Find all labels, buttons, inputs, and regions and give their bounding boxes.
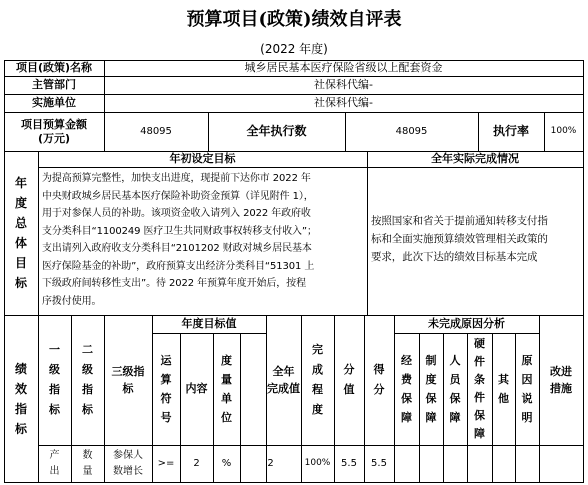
row-unit: % (221, 457, 232, 469)
row-operator: >= (157, 457, 175, 469)
col-score-header: 得 分 (373, 363, 385, 396)
row-full-value: 2 (267, 457, 274, 469)
indicators-side-label: 绩 效 指 标 (14, 361, 27, 436)
col-reason-desc-header: 原 因 说 明 (521, 354, 533, 424)
col-content-header: 内容 (185, 382, 208, 396)
col-completion-header: 完 成 程 度 (312, 343, 323, 416)
col-operator-header: 运 算 符 号 (160, 354, 172, 424)
impl-value: 社保科代编- (314, 96, 373, 110)
annual-target-header: 年度目标值 (181, 317, 237, 331)
rate-label: 执行率 (492, 124, 529, 139)
initial-goal-text: 为提高预算完整性，加快支出进度，现提前下达你市 2022 年 中央财政城乡居民基本医疗保险补助资金预算（详见附件 1）， 用于对参保人员的补助。该项资金收入请列入 2022 年政府收 支分类科目“1100249 医疗卫生共同财政事权转移支付收入”； 支出请列入政府收支分类科目“2101202 财政对城乡居民基本 医疗保险基金的补助”，政府预算支出经济分类科目“51301 上 下级政府间转移性支出”。待 2022 年预算年度开始后，按程 序拨付使用。 (42, 173, 317, 307)
exec-label: 全年执行数 (246, 124, 307, 139)
initial-goal-header: 年初设定目标 (169, 152, 236, 166)
col-funding-header: 经 费 保 障 (401, 354, 412, 424)
fiscal-year: (2022 年度) (260, 41, 328, 56)
budget-value: 48095 (140, 125, 172, 137)
row-score-value: 5.5 (341, 457, 357, 469)
dept-label: 主管部门 (32, 78, 76, 92)
row-level3: 参保人 数增长 (113, 449, 143, 477)
col-level1-header: 一 级 指 标 (49, 343, 60, 416)
impl-label: 实施单位 (32, 96, 76, 110)
col-level3-header: 三级指 标 (111, 365, 145, 395)
row-level1: 产 出 (49, 449, 60, 477)
row-level2: 数 量 (82, 449, 93, 477)
col-staff-header: 人 员 保 障 (449, 354, 461, 424)
row-score: 5.5 (371, 457, 387, 469)
goals-side-label: 年 度 总 体 目 标 (14, 176, 27, 290)
col-system-header: 制 度 保 障 (425, 354, 437, 424)
budget-label-line2: (万元) (37, 131, 71, 145)
rate-value: 100% (550, 126, 577, 137)
row-content: 2 (193, 457, 200, 469)
exec-value: 48095 (395, 125, 428, 137)
reasons-header: 未完成原因分析 (428, 317, 505, 331)
col-hardware-header: 硬 件 条 件 保 障 (474, 337, 485, 440)
col-level2-header: 二 级 指 标 (82, 343, 93, 416)
actual-result-header: 全年实际完成情况 (431, 152, 519, 166)
budget-label (4, 112, 104, 151)
col-other-header: 其 他 (498, 373, 509, 405)
col-full-value-header: 全年 完成值 (267, 365, 300, 395)
page-title: 预算项目(政策)绩效自评表 (186, 9, 402, 31)
actual-result-text: 按照国家和省关于提前通知转移支付指 标和全面实施预算绩效管理相关政策的 要求，此次下达的绩效目标基本完成 (371, 215, 548, 263)
dept-value: 社保科代编- (314, 78, 373, 92)
budget-label-line1: 项目预算金额 (21, 118, 87, 132)
col-unit-header: 度 量 单 位 (221, 354, 232, 424)
col-improve-header: 改进 措施 (550, 365, 572, 395)
project-name-value: 城乡居民基本医疗保险省级以上配套资金 (244, 61, 443, 75)
project-name-label: 项目(政策)名称 (15, 61, 93, 75)
col-score-value-header: 分 值 (343, 363, 355, 396)
row-completion: 100% (304, 458, 331, 469)
